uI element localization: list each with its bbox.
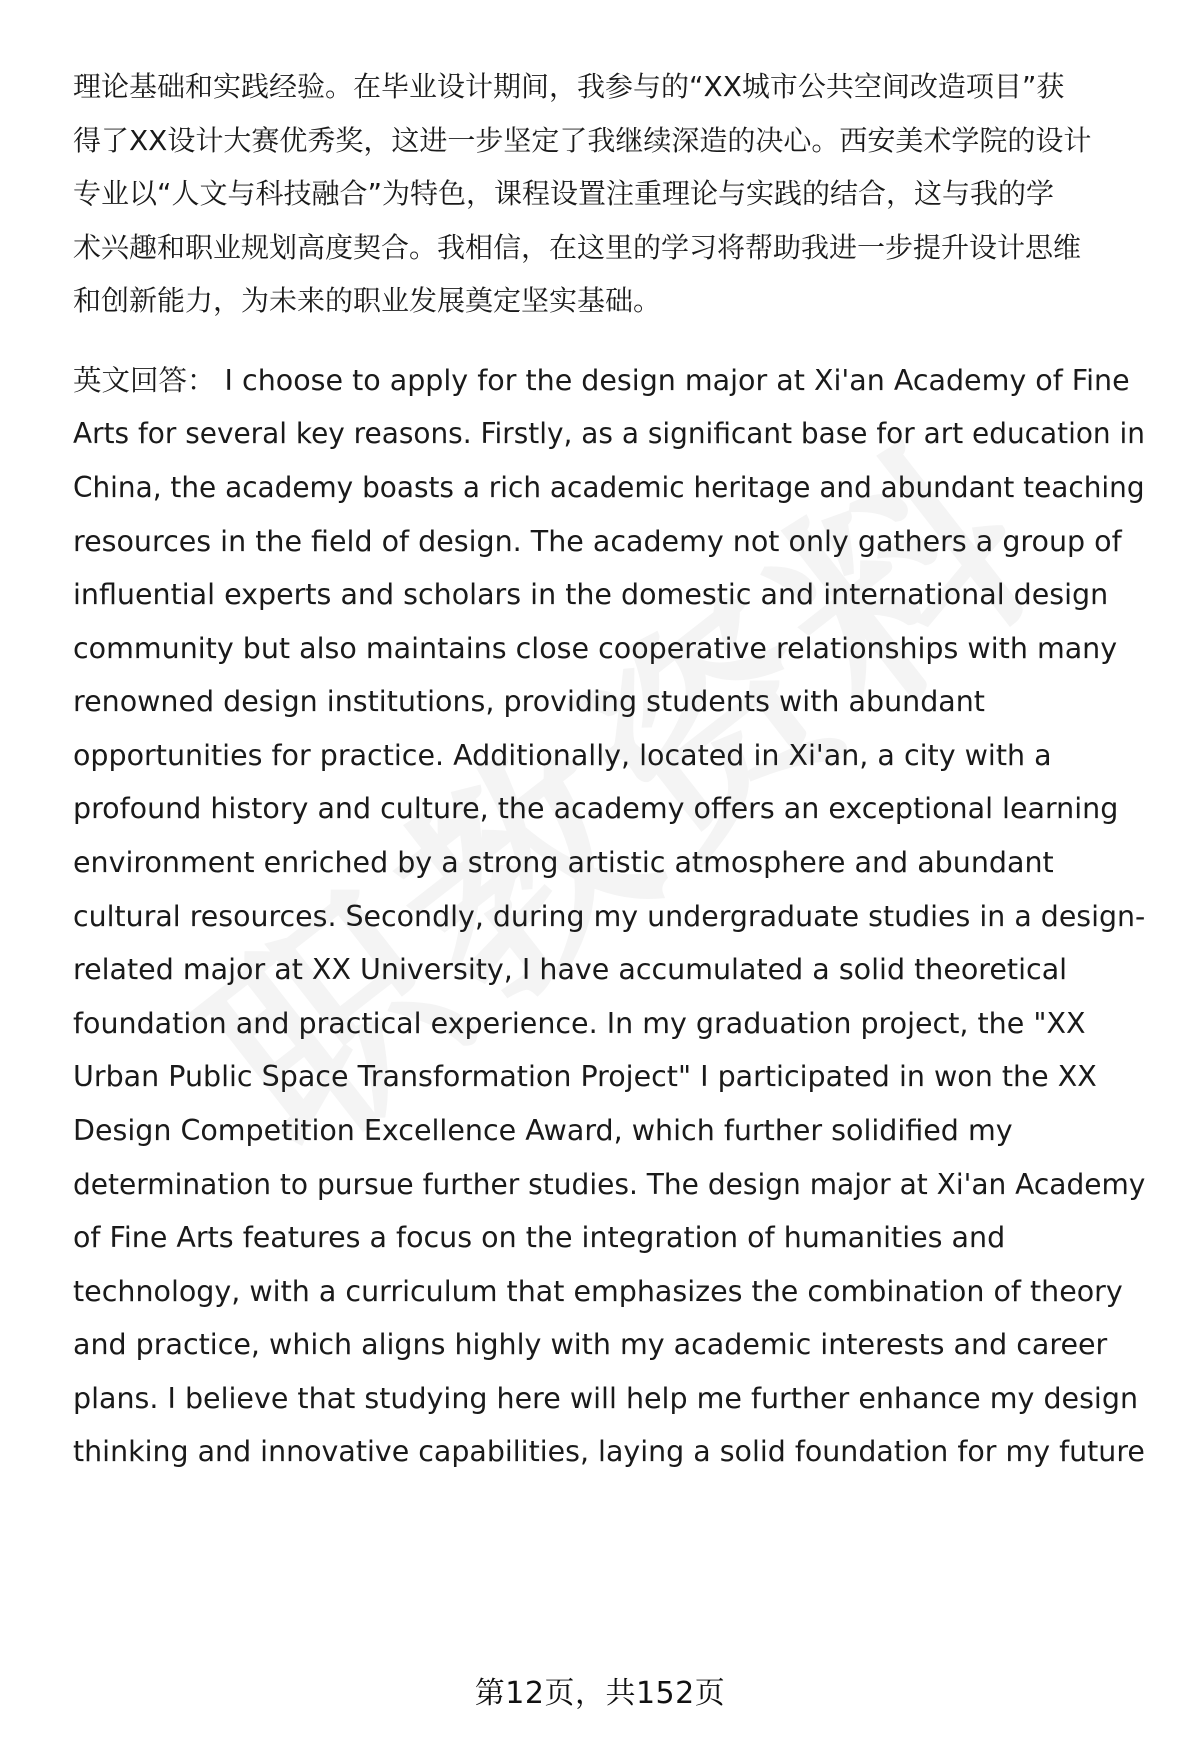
text-line: Urban Public Space Transformation Project" I participated in won the XX: [73, 1060, 1097, 1093]
text-line: community but also maintains close cooperative relationships with many: [73, 632, 1118, 665]
text-line: determination to pursue further studies. The design major at Xi'an Academy: [73, 1168, 1146, 1201]
text-line: cultural resources. Secondly, during my undergraduate studies in a design-: [73, 900, 1146, 933]
text-line: technology, with a curriculum that emphasizes the combination of theory: [73, 1275, 1123, 1308]
text-line: 理论基础和实践经验。在毕业设计期间，我参与的“XX城市公共空间改造项目”获: [73, 70, 1065, 103]
page-number: 第12页，共152页: [474, 1676, 726, 1711]
text-line: opportunities for practice. Additionally, located in Xi'an, a city with a: [73, 739, 1052, 772]
text-line: Design Competition Excellence Award, which further solidified my: [73, 1114, 1013, 1147]
text-line: 和创新能力，为未来的职业发展奠定坚实基础。: [73, 284, 662, 317]
text-line: profound history and culture, the academy offers an exceptional learning: [73, 792, 1119, 825]
text-line: 专业以“人文与科技融合”为特色，课程设置注重理论与实践的结合，这与我的学: [73, 177, 1055, 210]
text-line: 英文回答： I choose to apply for the design major at Xi'an Academy of Fine: [73, 364, 1130, 397]
text-line: Arts for several key reasons. Firstly, as a significant base for art education in: [73, 417, 1145, 450]
text-line: influential experts and scholars in the domestic and international design: [73, 578, 1109, 611]
text-line: 得了XX设计大赛优秀奖，这进一步坚定了我继续深造的决心。西安美术学院的设计: [73, 124, 1092, 157]
text-line: China, the academy boasts a rich academic heritage and abundant teaching: [73, 471, 1145, 504]
text-line: and practice, which aligns highly with my academic interests and career: [73, 1328, 1108, 1361]
text-line: resources in the field of design. The academy not only gathers a group of: [73, 525, 1122, 558]
text-line: environment enriched by a strong artistic atmosphere and abundant: [73, 846, 1054, 879]
text-line: 术兴趣和职业规划高度契合。我相信，在这里的学习将帮助我进一步提升设计思维: [73, 231, 1082, 264]
text-line: foundation and practical experience. In my graduation project, the "XX: [73, 1007, 1086, 1040]
text-line: plans. I believe that studying here will help me further enhance my design: [73, 1382, 1139, 1415]
text-line: renowned design institutions, providing students with abundant: [73, 685, 985, 718]
text-line: thinking and innovative capabilities, laying a solid foundation for my future: [73, 1435, 1145, 1468]
text-line: related major at XX University, I have accumulated a solid theoretical: [73, 953, 1068, 986]
text-line: of Fine Arts features a focus on the integration of humanities and: [73, 1221, 1006, 1254]
